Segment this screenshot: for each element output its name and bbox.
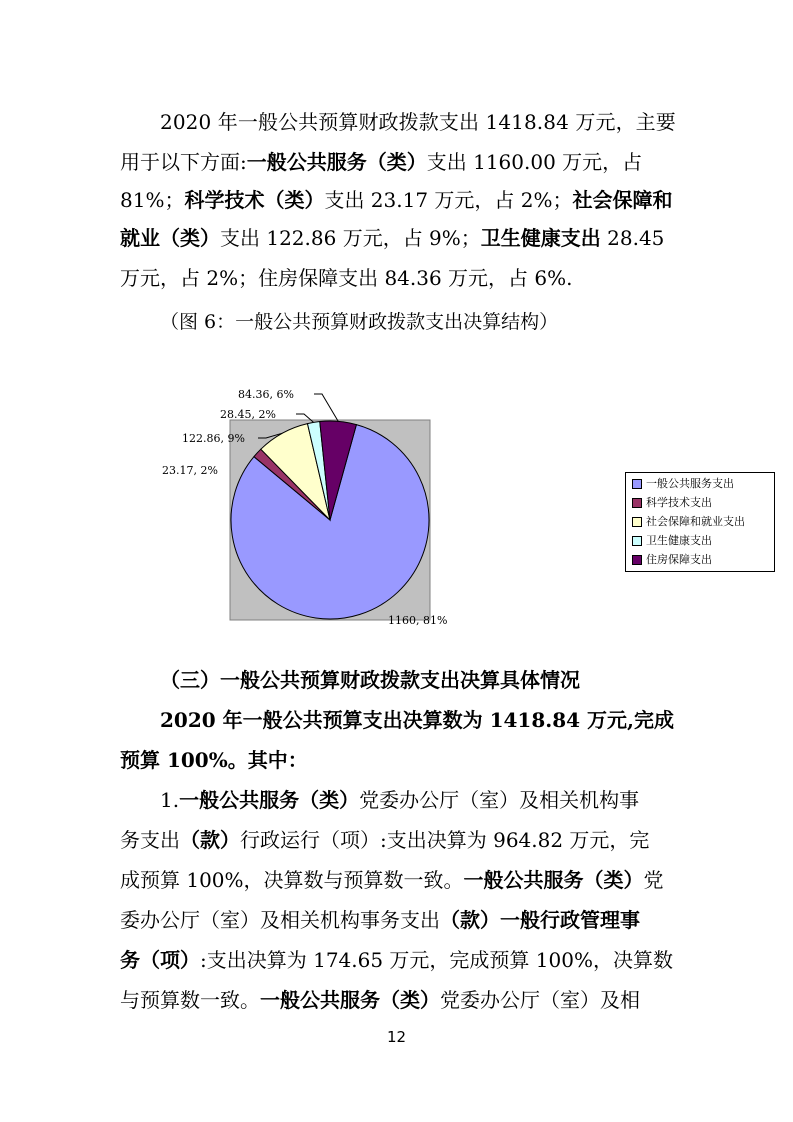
legend-swatch — [632, 555, 642, 565]
legend-swatch — [632, 536, 642, 546]
paragraph1-line2: 用于以下方面:一般公共服务（类）支出 1160.00 万元，占 — [120, 150, 643, 174]
legend-item-health: 卫生健康支出 — [632, 533, 712, 549]
paragraph1-line3: 81%；科学技术（类）支出 23.17 万元，占 2%；社会保障和 — [120, 188, 673, 212]
paragraph3-line2: 务支出（款）行政运行（项）:支出决算为 964.82 万元，完 — [120, 828, 650, 852]
legend-item-science: 科学技术支出 — [632, 495, 712, 511]
data-label: 28.45, 2% — [220, 408, 276, 421]
paragraph1-line1: 2020 年一般公共预算财政拨款支出 1418.84 万元，主要 — [160, 110, 676, 134]
paragraph1-line5: 万元，占 2%；住房保障支出 84.36 万元，占 6%. — [120, 266, 573, 290]
paragraph3-line3: 成预算 100%，决算数与预算数一致。一般公共服务（类）党 — [120, 868, 664, 892]
page-number: 12 — [386, 1028, 407, 1046]
paragraph3-line6: 与预算数一致。一般公共服务（类）党委办公厅（室）及相 — [120, 988, 640, 1012]
section-heading: （三）一般公共预算财政拨款支出决算具体情况 — [160, 668, 580, 692]
data-label: 1160, 81% — [388, 614, 448, 627]
legend-item-general-services: 一般公共服务支出 — [632, 476, 734, 492]
legend-swatch — [632, 517, 642, 527]
pie-chart — [160, 378, 480, 638]
data-label: 23.17, 2% — [162, 464, 218, 477]
legend-swatch — [632, 479, 642, 489]
legend-swatch — [632, 498, 642, 508]
legend-item-social-security: 社会保障和就业支出 — [632, 514, 745, 530]
pie-chart-svg — [160, 378, 480, 638]
data-label: 84.36, 6% — [238, 388, 294, 401]
paragraph3-line1: 1.一般公共服务（类）党委办公厅（室）及相关机构事 — [160, 788, 640, 812]
chart-legend — [625, 472, 775, 572]
figure-caption: （图 6：一般公共预算财政拨款支出决算结构） — [160, 311, 559, 333]
data-label: 122.86, 9% — [182, 432, 245, 445]
legend-item-housing: 住房保障支出 — [632, 552, 712, 568]
paragraph3-line4: 委办公厅（室）及相关机构事务支出（款）一般行政管理事 — [120, 908, 640, 932]
leader-line — [314, 394, 338, 421]
paragraph1-line4: 就业（类）支出 122.86 万元，占 9%；卫生健康支出 28.45 — [120, 226, 665, 250]
paragraph2-line1: 2020 年一般公共预算支出决算数为 1418.84 万元,完成 — [160, 708, 674, 732]
paragraph2-line2: 预算 100%。其中： — [120, 748, 308, 772]
paragraph3-line5: 务（项）:支出决算为 174.65 万元，完成预算 100%，决算数 — [120, 948, 673, 972]
